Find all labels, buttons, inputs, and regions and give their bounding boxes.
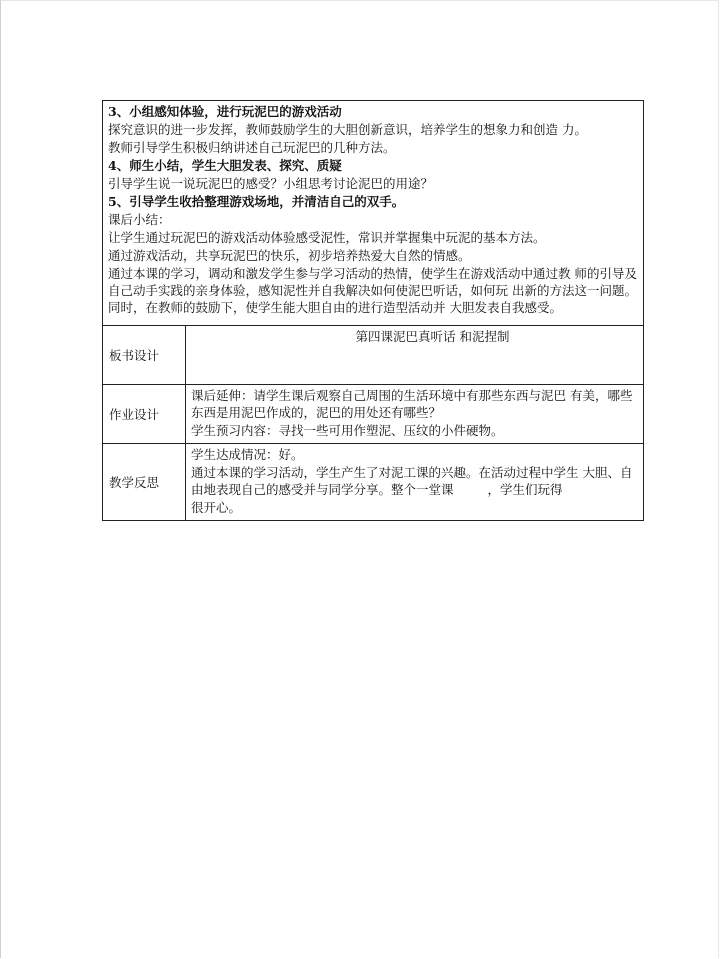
homework-design-label: 作业设计 [103,385,186,443]
board-design-row [103,326,643,385]
summary-line-1: 让学生通过玩泥巴的游戏活动体验感受泥性，常识并掌握集中玩泥的基本方法。 [108,230,546,245]
teaching-reflection-row [103,444,643,520]
reflection-line-1: 学生达成情况：好。 [191,447,304,462]
reflection-line-2 [191,464,639,498]
homework-design-row [103,385,643,444]
step-3-line-2: 教师引导学生积极归纳讲述自己玩泥巴的几种方法。 [108,140,396,155]
board-design-value: 第四课泥巴真听话 和泥捏制 [355,329,510,344]
step-5-heading: 5、引导学生收拾整理游戏场地，并清洁自己的双手。 [108,194,405,209]
summary-line-2: 通过游戏活动，共享玩泥巴的快乐，初步培养热爱大自然的情感。 [108,248,471,263]
step-4-heading: 4、师生小结，学生大胆发表、探究、质疑 [108,158,342,173]
homework-line-2: 学生预习内容：寻找一些可用作塑泥、压纹的小件硬物。 [191,423,504,438]
step-3-line-1: 探究意识的进一步发挥，教师鼓励学生的大胆创新意识，培养学生的想象力和创造 力。 [108,122,587,137]
reflection-line-3: 很开心。 [191,500,242,515]
step-3-heading: 3、小组感知体验，进行玩泥巴的游戏活动 [108,104,342,119]
homework-design-value [186,385,643,443]
teaching-reflection-value [186,444,643,520]
board-design-label: 板书设计 [103,326,186,384]
lesson-plan-table [102,100,644,521]
step-4-line-1: 引导学生说一说玩泥巴的感受？小组思考讨论泥巴的用途？ [108,176,434,191]
summary-heading: 课后小结： [108,212,171,227]
reflection-line-2-tail: ，学生们玩得 [487,482,563,497]
lesson-content-cell [103,101,643,326]
summary-paragraph: 通过本课的学习，调动和激发学生参与学习活动的热情，使学生在游戏活动中通过教 师的引导及自己动手实践的亲身体验，感知泥性并自我解决如何使泥巴听话，如何玩 出新的方法这一问题。同时，在教师的鼓励下，使学生能大胆自由的进行造型活动并 大胆发表自我感受。 [108,266,637,315]
teaching-reflection-label: 教学反思 [103,444,186,520]
homework-line-1: 课后延伸：请学生课后观察自己周围的生活环境中有那些东西与泥巴 有美，哪些东西是用泥巴作成的，泥巴的用处还有哪些？ [191,388,633,420]
reflection-line-2-text: 通过本课的学习活动，学生产生了对泥工课的兴趣。在活动过程中学生 大胆、自由地表现自己的感受并与同学分享。整个一堂课 [191,465,633,497]
